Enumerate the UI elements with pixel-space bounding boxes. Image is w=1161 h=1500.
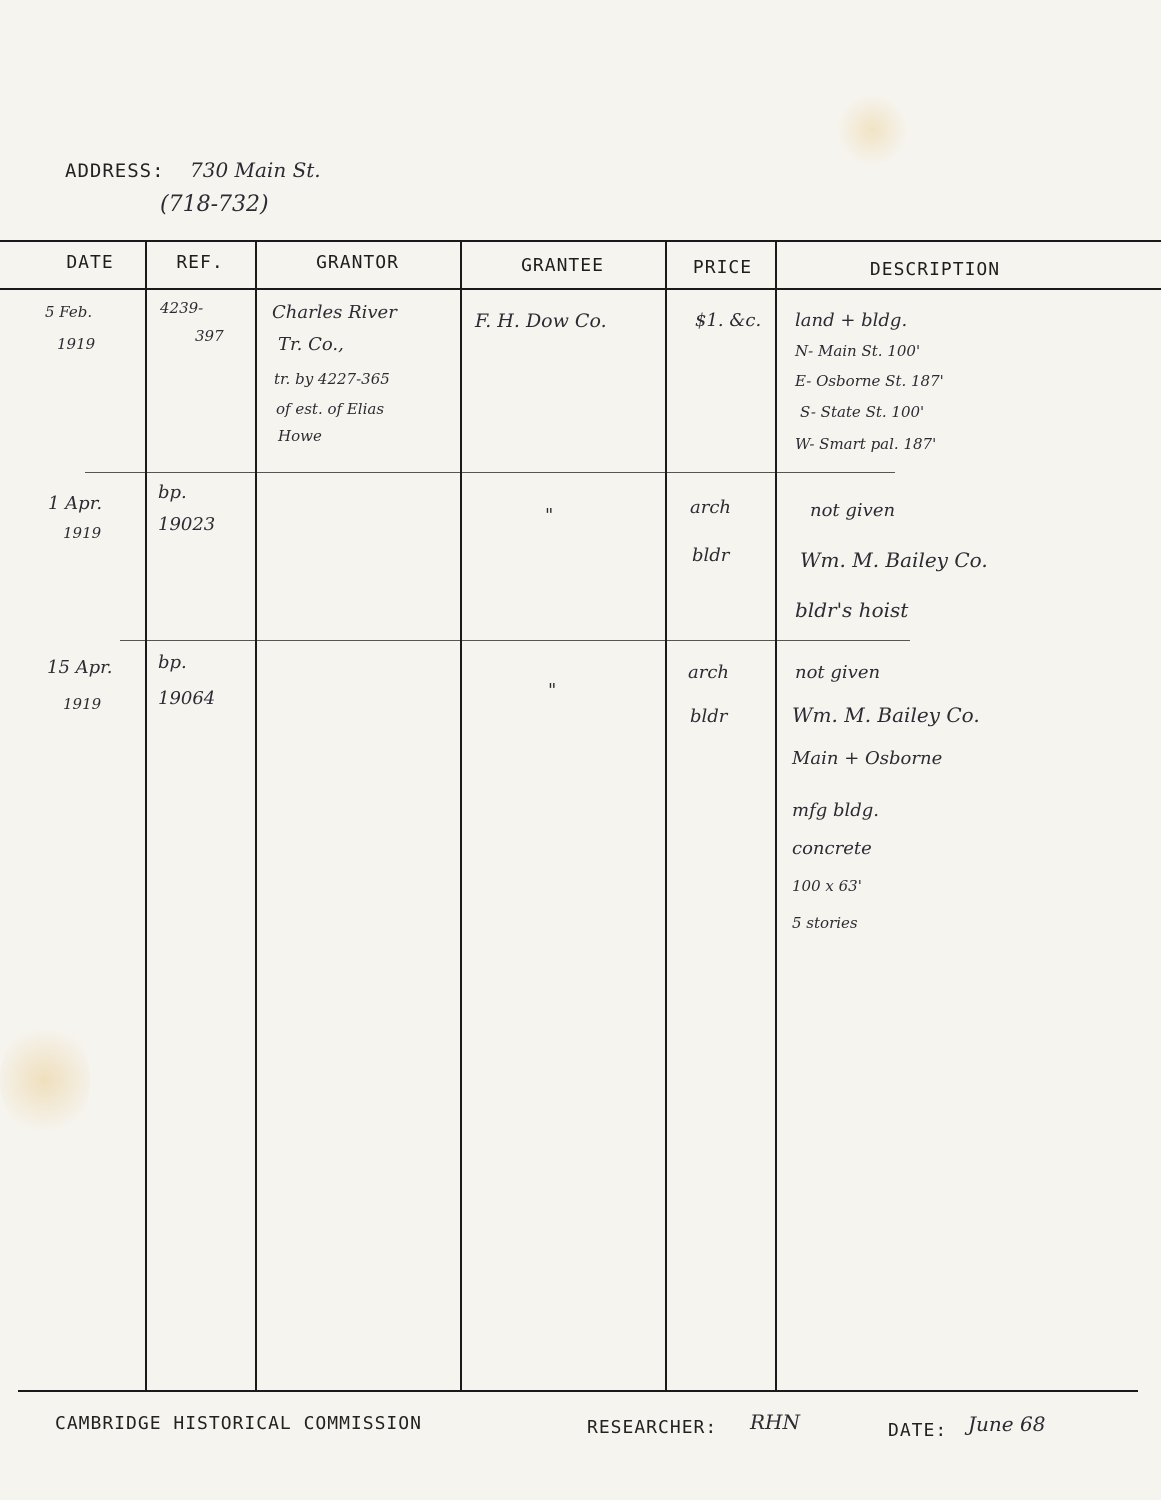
header-grantor: GRANTOR bbox=[316, 252, 399, 273]
row3-description: 5 stories bbox=[792, 914, 858, 932]
row3-ref: bp. bbox=[158, 652, 187, 673]
row1-ref: 397 bbox=[195, 327, 224, 345]
row1-date: 1919 bbox=[57, 335, 96, 353]
row3-date: 15 Apr. bbox=[47, 657, 113, 678]
address-range: (718-732) bbox=[160, 192, 269, 217]
row2-description: Wm. M. Bailey Co. bbox=[800, 548, 988, 572]
header-ref: REF. bbox=[176, 252, 224, 273]
column-divider bbox=[145, 240, 147, 1390]
researcher-label: RESEARCHER: bbox=[587, 1417, 718, 1438]
row2-ref: 19023 bbox=[158, 514, 216, 535]
column-divider bbox=[665, 240, 667, 1390]
row-divider bbox=[120, 640, 910, 641]
table-top-rule bbox=[0, 240, 1161, 242]
row3-ref: 19064 bbox=[158, 688, 216, 709]
address-value: 730 Main St. bbox=[190, 158, 321, 182]
footer-date-value: June 68 bbox=[968, 1412, 1046, 1436]
row1-grantor: of est. of Elias bbox=[276, 400, 385, 418]
researcher-value: RHN bbox=[750, 1410, 800, 1434]
paper-stain bbox=[0, 1020, 90, 1140]
table-bottom-rule bbox=[18, 1390, 1138, 1392]
row2-ref: bp. bbox=[158, 482, 187, 503]
row1-date: 5 Feb. bbox=[45, 303, 93, 321]
row1-grantee: F. H. Dow Co. bbox=[475, 310, 607, 332]
row1-grantor: Howe bbox=[278, 427, 322, 445]
row2-price: bldr bbox=[692, 545, 730, 566]
row3-grantee: " bbox=[548, 680, 557, 701]
row3-description: not given bbox=[795, 662, 881, 683]
row3-date: 1919 bbox=[63, 695, 102, 713]
row1-ref: 4239- bbox=[160, 299, 204, 317]
row2-date: 1 Apr. bbox=[48, 493, 103, 514]
row1-grantor: tr. by 4227-365 bbox=[274, 370, 390, 388]
column-divider bbox=[460, 240, 462, 1390]
column-divider bbox=[775, 240, 777, 1390]
row3-price: arch bbox=[688, 662, 730, 683]
row1-description: W- Smart pal. 187' bbox=[795, 435, 937, 453]
commission-name: CAMBRIDGE HISTORICAL COMMISSION bbox=[55, 1413, 422, 1434]
row2-grantee: " bbox=[545, 505, 554, 526]
row1-description: S- State St. 100' bbox=[800, 403, 925, 421]
row2-description: bldr's hoist bbox=[795, 598, 909, 622]
row2-date: 1919 bbox=[63, 524, 102, 542]
header-description: DESCRIPTION bbox=[869, 259, 1001, 280]
address-label: ADDRESS: bbox=[65, 160, 165, 182]
header-date: DATE bbox=[66, 252, 114, 273]
row1-grantor: Tr. Co., bbox=[278, 334, 344, 355]
header-price: PRICE bbox=[692, 257, 753, 278]
column-divider bbox=[255, 240, 257, 1390]
row3-description: Wm. M. Bailey Co. bbox=[792, 703, 980, 727]
row2-price: arch bbox=[690, 497, 732, 518]
row1-description: land + bldg. bbox=[795, 310, 908, 331]
header-bottom-rule bbox=[0, 288, 1161, 290]
footer-date-label: DATE: bbox=[888, 1420, 948, 1441]
row1-description: E- Osborne St. 187' bbox=[795, 372, 944, 390]
row2-description: not given bbox=[810, 500, 896, 521]
row3-price: bldr bbox=[690, 706, 728, 727]
paper-stain bbox=[835, 95, 910, 165]
row3-description: concrete bbox=[792, 838, 872, 859]
header-grantee: GRANTEE bbox=[521, 255, 604, 276]
row3-description: mfg bldg. bbox=[792, 800, 880, 821]
row3-description: 100 x 63' bbox=[792, 877, 862, 895]
row-divider bbox=[85, 472, 895, 473]
row1-price: $1. &c. bbox=[695, 310, 762, 331]
row1-grantor: Charles River bbox=[272, 302, 397, 323]
row3-description: Main + Osborne bbox=[792, 748, 943, 769]
row1-description: N- Main St. 100' bbox=[795, 342, 921, 360]
